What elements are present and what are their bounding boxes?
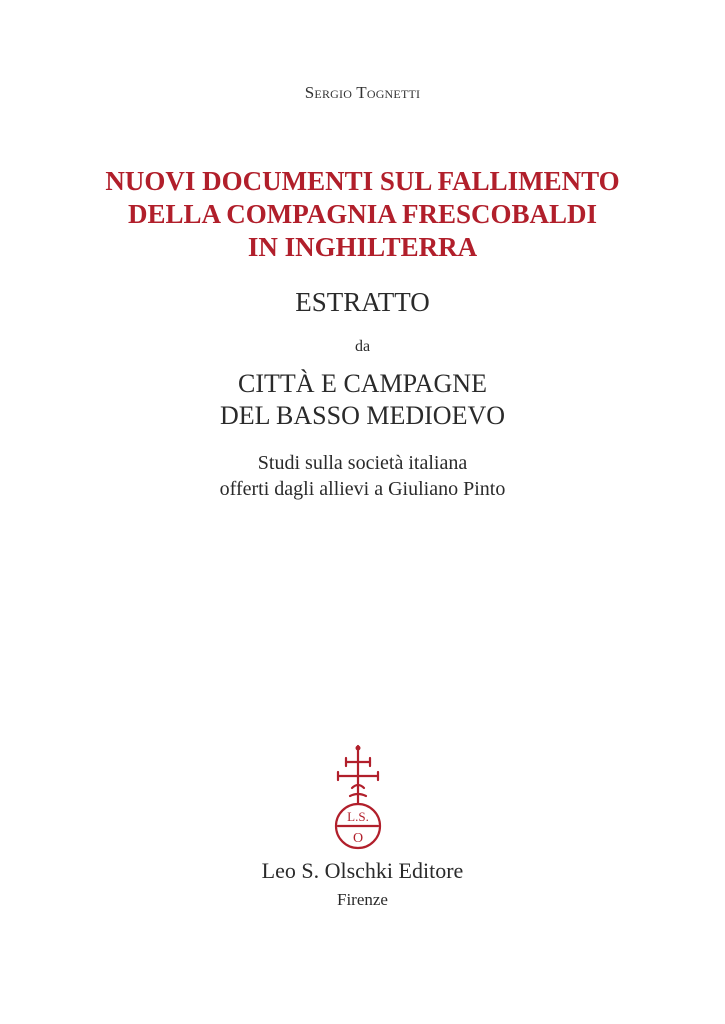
publisher-name: Leo S. Olschki Editore xyxy=(261,858,464,883)
da-label: da xyxy=(354,338,371,355)
author-name: Sergio Tognetti xyxy=(304,83,421,102)
book-subtitle-line: Studi sulla società italiana xyxy=(257,452,468,474)
article-title-line: IN INGHILTERRA xyxy=(247,232,478,262)
book-title-line: DEL BASSO MEDIOEVO xyxy=(219,401,506,430)
seal-upper-text: L.S. xyxy=(347,809,369,824)
estratto-label: ESTRATTO xyxy=(295,287,430,317)
article-title-line: NUOVI DOCUMENTI SUL FALLIMENTO xyxy=(105,166,620,196)
article-title-line: DELLA COMPAGNIA FRESCOBALDI xyxy=(127,199,598,229)
book-subtitle-line: offerti dagli allievi a Giuliano Pinto xyxy=(219,478,506,500)
book-subtitle xyxy=(0,450,725,502)
article-title xyxy=(0,165,725,264)
publisher-city: Firenze xyxy=(337,890,388,909)
book-title xyxy=(0,368,725,432)
seal-lower-text: O xyxy=(352,831,364,846)
publisher-cross-seal-icon xyxy=(322,742,394,852)
book-title-line: CITTÀ E CAMPAGNE xyxy=(238,369,487,398)
